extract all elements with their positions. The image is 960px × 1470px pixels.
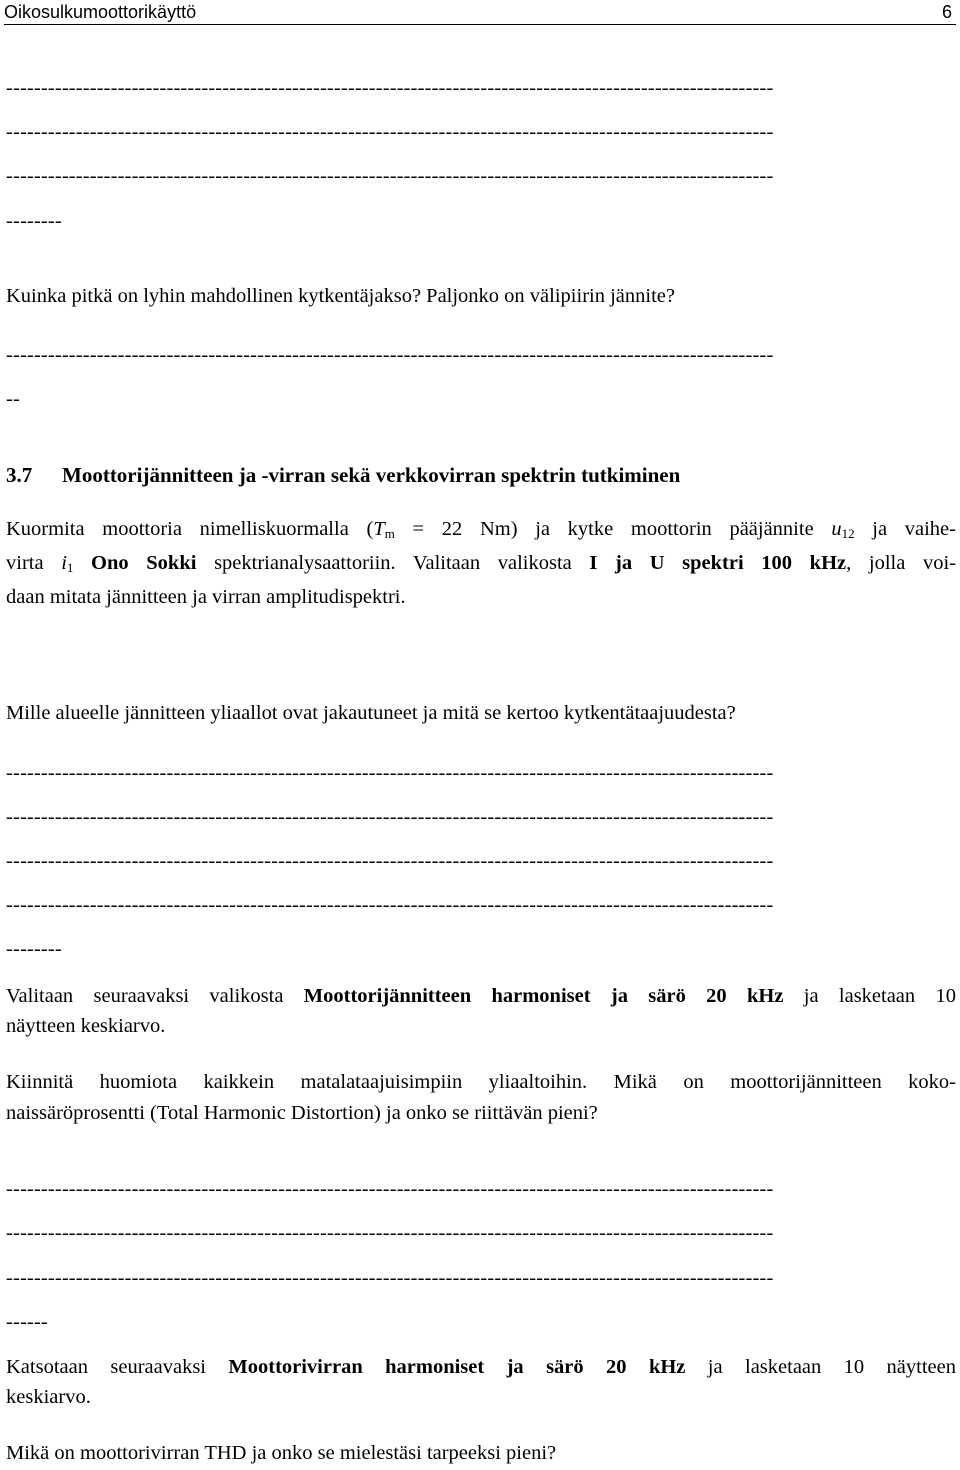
paragraph-line: virta $i_1$ Ono Sokki spektrianalysaattoriin. Valitaan valikosta I ja U spektri 100 kHz, jolla voi- (6, 552, 956, 575)
answer-line: -------------------------------------------------------------------------------------------------------------- (6, 1222, 774, 1244)
section-number: 3.7 (6, 463, 33, 487)
paragraph-line: Kuormita moottoria nimelliskuormalla ($T_m = 22$ Nm) ja kytke moottorin pääjännite $u_{12}$ ja vaihe- (6, 518, 956, 541)
paragraph-line: Katsotaan seuraavaksi Moottorivirran harmoniset ja särö 20 kHz ja lasketaan 10 näytteen (6, 1356, 956, 1378)
answer-line: -------------------------------------------------------------------------------------------------------------- (6, 121, 774, 143)
paragraph-line: Kiinnitä huomiota kaikkein matalataajuisimpiin yliaaltoihin. Mikä on moottorijännitteen koko- (6, 1071, 956, 1093)
question-text: Kuinka pitkä on lyhin mahdollinen kytkentäjakso? Paljonko on välipiirin jännite? (6, 285, 675, 307)
paragraph-line: keskiarvo. (6, 1386, 91, 1408)
answer-line-tail: -------- (6, 938, 62, 960)
answer-line: -------------------------------------------------------------------------------------------------------------- (6, 1267, 774, 1289)
paragraph-line: naissäröprosentti (Total Harmonic Distortion) ja onko se riittävän pieni? (6, 1102, 598, 1124)
answer-line-tail: -------- (6, 210, 62, 232)
answer-line: -------------------------------------------------------------------------------------------------------------- (6, 762, 774, 784)
page-number: 6 (941, 2, 952, 22)
answer-line: -------------------------------------------------------------------------------------------------------------- (6, 165, 774, 187)
answer-line: -------------------------------------------------------------------------------------------------------------- (6, 806, 774, 828)
section-title: Moottorijännitteen ja -virran sekä verkkovirran spektrin tutkiminen (62, 463, 681, 487)
answer-line: -------------------------------------------------------------------------------------------------------------- (6, 1178, 774, 1200)
paragraph-line: Valitaan seuraavaksi valikosta Moottorijännitteen harmoniset ja särö 20 kHz ja lasketaan 10 (6, 985, 956, 1007)
answer-line: -------------------------------------------------------------------------------------------------------------- (6, 344, 774, 366)
question-text: Mikä on moottorivirran THD ja onko se mielestäsi tarpeeksi pieni? (6, 1442, 557, 1464)
header-title: Oikosulkumoottorikäyttö (4, 2, 197, 22)
section-heading (6, 462, 680, 488)
page-header (4, 0, 956, 25)
answer-line: -------------------------------------------------------------------------------------------------------------- (6, 894, 774, 916)
answer-line: -------------------------------------------------------------------------------------------------------------- (6, 77, 774, 99)
answer-line-tail: ------ (6, 1311, 48, 1333)
paragraph-line: näytteen keskiarvo. (6, 1015, 166, 1037)
answer-line-tail: -- (6, 388, 20, 410)
paragraph-line: daan mitata jännitteen ja virran amplitudispektri. (6, 586, 406, 608)
question-text: Mille alueelle jännitteen yliaallot ovat jakautuneet ja mitä se kertoo kytkentätaajuudesta? (6, 702, 736, 724)
answer-line: -------------------------------------------------------------------------------------------------------------- (6, 850, 774, 872)
